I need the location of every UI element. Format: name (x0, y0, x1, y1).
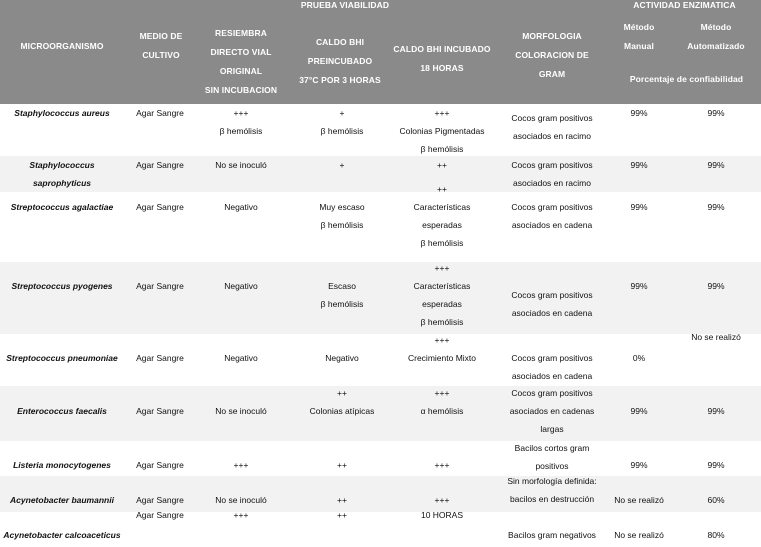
cell-incub (386, 506, 498, 524)
cell-line: 99% (707, 108, 725, 118)
cell-resiembra (198, 456, 284, 474)
cell-auto (676, 328, 756, 346)
cell-line: 99% (707, 202, 725, 212)
cell-morf (500, 198, 604, 234)
cell-auto (676, 456, 756, 474)
cell-line: +++ (434, 335, 450, 345)
cell-line: largas (540, 424, 564, 434)
cell-resiembra (198, 277, 284, 295)
cell-auto (676, 104, 756, 122)
cell-line: Agar Sangre (136, 510, 184, 520)
cell-resiembra (198, 198, 284, 216)
cell-line: Cocos gram positivos (511, 160, 593, 170)
header-caldo-incubado: CALDO BHI INCUBADO 18 HORAS (393, 44, 491, 73)
cell-line: 99% (630, 108, 648, 118)
cell-line: 60% (707, 495, 725, 505)
cell-line: Cocos gram positivos (511, 113, 593, 123)
cell-line: esperadas (422, 299, 462, 309)
cell-line: +++ (434, 263, 450, 273)
cell-line: Cocos gram positivos (511, 290, 593, 300)
cell-line: bacilos en destrucción (509, 494, 595, 504)
cell-medio (124, 198, 196, 216)
header-resiembra: RESIEMBRA DIRECTO VIAL ORIGINAL SIN INCUBACION (204, 28, 278, 95)
cell-line: esperadas (422, 220, 462, 230)
cell-line: Listeria monocytogenes (13, 460, 111, 470)
table-row (0, 104, 761, 156)
cell-line: + (339, 108, 345, 118)
cell-line: ++ (437, 184, 447, 194)
cell-micro (0, 104, 124, 122)
table-row (0, 156, 761, 192)
cell-line: β hemólisis (420, 317, 464, 327)
cell-line: saprophyticus (32, 178, 92, 188)
cell-morf (500, 439, 604, 475)
cell-morf (500, 526, 604, 544)
header-actividad-enzimatica: ACTIVIDAD ENZIMATICA (633, 0, 736, 10)
cell-medio (124, 456, 196, 474)
cell-medio (124, 506, 196, 524)
header-morfologia: MORFOLOGIA COLORACION DE GRAM (515, 31, 589, 79)
cell-line: Streptococcus pyogenes (11, 281, 113, 291)
cell-line: ++ (337, 388, 347, 398)
header-microorganismo: MICROORGANISMO (20, 41, 104, 51)
cell-manual (604, 156, 674, 174)
cell-line: Staphylococcus (29, 160, 95, 170)
cell-line: asociados en cadena (511, 308, 593, 318)
cell-line: asociados en racimo (513, 178, 591, 188)
cell-preinc (290, 156, 394, 174)
cell-line: Agar Sangre (136, 406, 184, 416)
cell-line: Muy escaso (319, 202, 365, 212)
table-row (0, 441, 761, 476)
cell-line: +++ (233, 108, 249, 118)
cell-line: 99% (707, 460, 725, 470)
cell-line: asociados en cadena (511, 371, 593, 381)
cell-line: +++ (434, 388, 450, 398)
cell-medio (124, 349, 196, 367)
cell-line: β hemólisis (420, 144, 464, 154)
cell-line: No se inoculó (215, 160, 267, 170)
cell-preinc (290, 198, 394, 234)
cell-line: 80% (707, 530, 725, 540)
cell-line: +++ (233, 510, 249, 520)
cell-line: ++ (337, 460, 347, 470)
cell-line: Bacilos gram negativos (508, 530, 596, 540)
cell-line: +++ (434, 108, 450, 118)
cell-resiembra (198, 506, 284, 524)
cell-line: asociados en cadena (511, 220, 593, 230)
cell-line: Colonias Pigmentadas (399, 126, 485, 136)
cell-incub (386, 456, 498, 474)
cell-line: Sin morfología definida: (507, 476, 597, 486)
cell-line: 99% (707, 160, 725, 170)
cell-preinc (290, 104, 394, 140)
cell-line: Escaso (328, 281, 356, 291)
cell-resiembra (198, 349, 284, 367)
cell-medio (124, 277, 196, 295)
cell-incub (386, 331, 498, 367)
cell-medio (124, 104, 196, 122)
cell-line: Staphylococcus aureus (14, 108, 110, 118)
header-prueba-viabilidad: PRUEBA VIABILIDAD (300, 0, 390, 10)
cell-line: 99% (630, 160, 648, 170)
cell-manual (604, 456, 674, 474)
cell-line: ++ (337, 510, 347, 520)
cell-resiembra (198, 156, 284, 174)
cell-line: β hemólisis (420, 238, 464, 248)
cell-micro (0, 277, 124, 295)
cell-line: Negativo (224, 281, 258, 291)
cell-medio (124, 156, 196, 174)
cell-line: No se realizó (614, 530, 664, 540)
header-medio-cultivo: MEDIO DE CULTIVO (139, 31, 183, 60)
cell-line: Cocos gram positivos (511, 388, 593, 398)
cell-line: Agar Sangre (136, 202, 184, 212)
cell-preinc (290, 384, 394, 420)
cell-manual (604, 349, 674, 367)
cell-line: No se realizó (614, 495, 664, 505)
cell-resiembra (198, 402, 284, 420)
cell-auto (676, 198, 756, 216)
header-caldo-preincubado: CALDO BHI PREINCUBADO 37°C POR 3 HORAS (299, 37, 381, 85)
cell-line: Agar Sangre (136, 495, 184, 505)
cell-incub (386, 180, 498, 252)
cell-line: 99% (630, 460, 648, 470)
cell-preinc (290, 349, 394, 367)
cell-line: Acynetobacter baumannii (10, 495, 114, 505)
cell-line: Negativo (224, 353, 258, 363)
cell-line: Características (413, 202, 471, 212)
cell-micro (0, 491, 124, 509)
cell-line: Características (413, 281, 471, 291)
cell-line: + (339, 160, 345, 170)
cell-line: Colonias atípicas (309, 406, 375, 416)
cell-manual (604, 198, 674, 216)
cell-line: β hemólisis (320, 126, 364, 136)
table-row (0, 512, 761, 547)
cell-line: +++ (233, 460, 249, 470)
cell-preinc (290, 456, 394, 474)
cell-line: 99% (630, 406, 648, 416)
cell-line: Acynetobacter calcoaceticus (3, 530, 121, 540)
cell-line: Agar Sangre (136, 281, 184, 291)
table-row (0, 184, 761, 262)
cell-manual (604, 277, 674, 295)
header-porcentaje-confiabilidad: Porcentaje de confiabilidad (629, 74, 744, 84)
cell-micro (0, 402, 124, 420)
cell-micro (0, 198, 124, 216)
table-header (0, 0, 761, 104)
cell-line: +++ (434, 495, 450, 505)
cell-medio (124, 402, 196, 420)
cell-line: asociados en racimo (513, 131, 591, 141)
cell-morf (500, 156, 604, 192)
cell-micro (0, 349, 124, 367)
cell-resiembra (198, 104, 284, 140)
cell-preinc (290, 277, 394, 313)
cell-auto (676, 402, 756, 420)
cell-incub (386, 104, 498, 158)
cell-line: 99% (630, 281, 648, 291)
header-metodo-automatizado: Método Automatizado (687, 22, 745, 51)
cell-micro (0, 156, 124, 192)
cell-incub (386, 156, 498, 174)
cell-incub (386, 384, 498, 420)
cell-line: ++ (437, 160, 447, 170)
cell-micro (0, 526, 124, 544)
cell-line: 99% (707, 281, 725, 291)
cell-line: Enterococcus faecalis (17, 406, 107, 416)
cell-manual (604, 104, 674, 122)
cell-micro (0, 456, 124, 474)
cell-morf (500, 109, 604, 145)
cell-line: Agar Sangre (136, 160, 184, 170)
table-row (0, 262, 761, 334)
cell-auto (676, 277, 756, 295)
cell-line: No se inoculó (215, 495, 267, 505)
cell-auto (676, 491, 756, 509)
cell-morf (500, 472, 604, 508)
cell-morf (500, 286, 604, 322)
cell-morf (500, 384, 604, 438)
cell-manual (604, 402, 674, 420)
cell-manual (604, 526, 674, 544)
cell-auto (676, 156, 756, 174)
header-metodo-manual: Método Manual (623, 22, 655, 51)
cell-incub (386, 259, 498, 331)
cell-line: Negativo (325, 353, 359, 363)
cell-line: Agar Sangre (136, 353, 184, 363)
cell-line: ++ (337, 495, 347, 505)
cell-line: Cocos gram positivos (511, 202, 593, 212)
cell-line: Streptococcus agalactiae (10, 202, 114, 212)
cell-line: positivos (535, 461, 569, 471)
cell-line: 99% (630, 202, 648, 212)
cell-morf (500, 349, 604, 385)
table-row (0, 334, 761, 386)
cell-line: Crecimiento Mixto (407, 353, 477, 363)
cell-manual (604, 491, 674, 509)
cell-line: Negativo (224, 202, 258, 212)
cell-line: Bacilos cortos gram (514, 443, 590, 453)
cell-line: Streptococcus pneumoniae (6, 353, 118, 363)
cell-line: Agar Sangre (136, 108, 184, 118)
cell-line: β hemólisis (320, 220, 364, 230)
cell-line: β hemólisis (219, 126, 263, 136)
cell-line: asociados en cadenas (509, 406, 595, 416)
cell-line: α hemólisis (420, 406, 464, 416)
cell-preinc (290, 506, 394, 524)
cell-line: 99% (707, 406, 725, 416)
cell-line: β hemólisis (320, 299, 364, 309)
cell-line: No se inoculó (215, 406, 267, 416)
cell-line: 10 HORAS (420, 510, 464, 520)
cell-auto (676, 526, 756, 544)
cell-line: No se realizó (691, 332, 741, 342)
cell-line: Cocos gram positivos (511, 353, 593, 363)
cell-line: Agar Sangre (136, 460, 184, 470)
cell-line: +++ (434, 460, 450, 470)
table-row (0, 386, 761, 441)
cell-line: 0% (632, 353, 646, 363)
